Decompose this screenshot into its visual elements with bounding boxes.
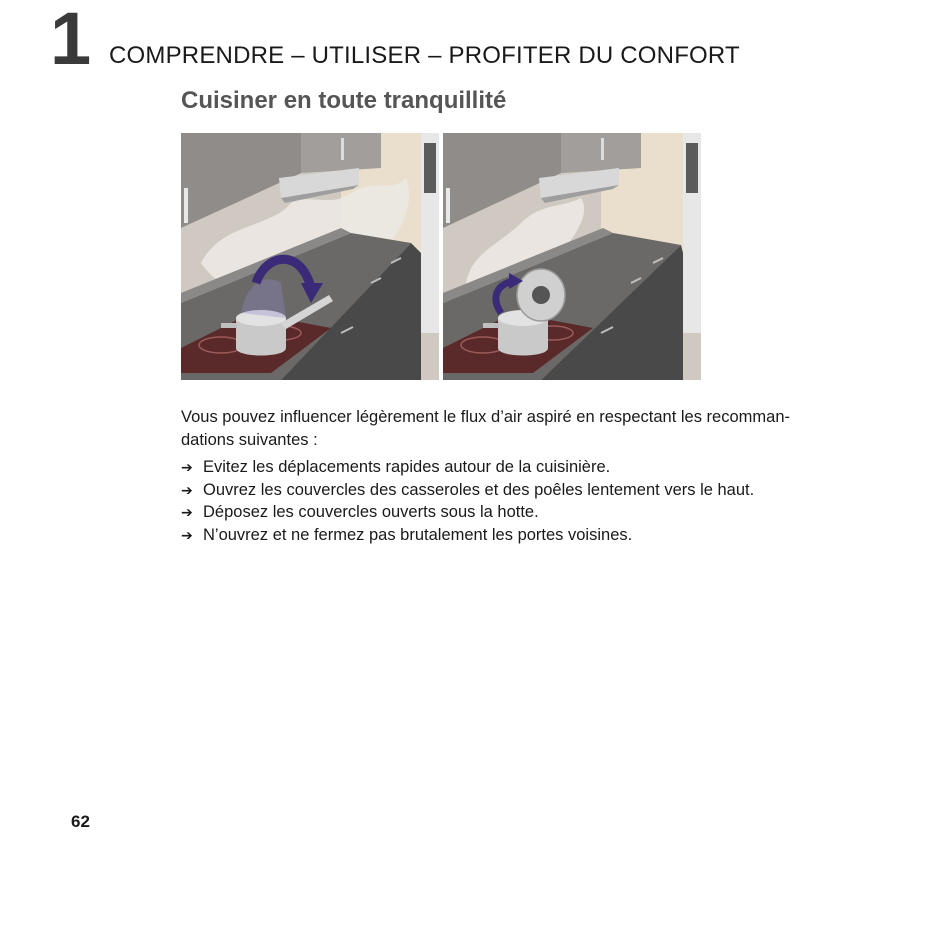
page-number: 62 — [71, 812, 90, 831]
list-item-text: N’ouvrez et ne fermez pas brutalement les portes voisines. — [203, 525, 633, 544]
arrow-right-icon: ➔ — [181, 481, 193, 498]
kitchen-illustration — [181, 133, 701, 380]
section-title: Cuisiner en toute tranquillité — [181, 87, 507, 114]
arrow-right-icon: ➔ — [181, 526, 193, 543]
intro-line-1: Vous pouvez influencer légèrement le flux d’air aspiré en respectant les recomman- — [181, 408, 790, 426]
illustration-panel-slow-lid — [443, 133, 701, 380]
arrow-right-icon: ➔ — [181, 459, 193, 475]
chapter-number: 1 — [50, 0, 90, 80]
list-item-text: Ouvrez les couvercles des casseroles et des poêles lentement vers le haut. — [203, 480, 755, 499]
list-item-text: Déposez les couvercles ouverts sous la hotte. — [203, 503, 539, 521]
list-item — [181, 479, 754, 502]
list-item — [181, 524, 754, 547]
chapter-title: COMPRENDRE – UTILISER – PROFITER DU CONFORT — [109, 42, 740, 69]
list-item — [181, 456, 754, 479]
intro-line-2: dations suivantes : — [181, 431, 318, 449]
intro-paragraph — [181, 406, 821, 452]
arrow-right-icon: ➔ — [181, 504, 193, 520]
recommendation-list — [181, 456, 754, 546]
list-item-text: Evitez les déplacements rapides autour de la cuisinière. — [203, 458, 611, 476]
list-item — [181, 501, 754, 524]
illustration-panel-quick-lid — [181, 133, 439, 380]
